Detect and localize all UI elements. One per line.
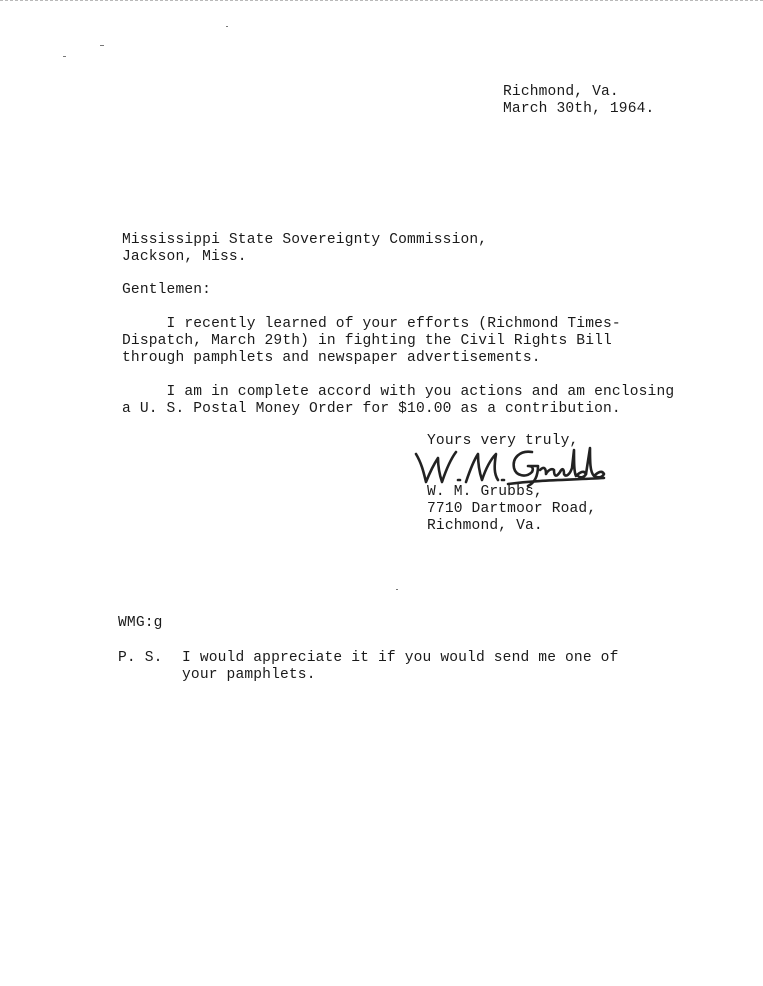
postscript-line-1: I would appreciate it if you would send me one of	[182, 650, 619, 666]
body-paragraph-1-line-3: through pamphlets and newspaper advertisements.	[122, 350, 541, 366]
postscript-label: P. S.	[118, 650, 163, 666]
scan-speck	[396, 589, 398, 590]
page-top-edge	[0, 0, 763, 1]
scan-speck	[226, 26, 228, 27]
salutation: Gentlemen:	[122, 282, 212, 298]
scan-speck	[63, 56, 66, 57]
letter-place: Richmond, Va.	[503, 84, 619, 100]
letter-date: March 30th, 1964.	[503, 101, 655, 117]
recipient-city: Jackson, Miss.	[122, 249, 247, 265]
scan-speck	[100, 45, 104, 46]
recipient-organization: Mississippi State Sovereignty Commission,	[122, 232, 488, 248]
signer-name: W. M. Grubbs,	[427, 484, 543, 500]
postscript-line-2: your pamphlets.	[182, 667, 316, 683]
body-paragraph-2-line-1: I am in complete accord with you actions and am enclosing	[122, 384, 675, 400]
reference-initials: WMG:g	[118, 615, 163, 631]
valediction: Yours very truly,	[427, 433, 579, 449]
body-paragraph-2-line-2: a U. S. Postal Money Order for $10.00 as a contribution.	[122, 401, 621, 417]
signer-address-street: 7710 Dartmoor Road,	[427, 501, 597, 517]
body-paragraph-1-line-1: I recently learned of your efforts (Richmond Times-	[122, 316, 621, 332]
body-paragraph-1-line-2: Dispatch, March 29th) in fighting the Civil Rights Bill	[122, 333, 612, 349]
signer-address-city: Richmond, Va.	[427, 518, 543, 534]
handwritten-signature	[408, 440, 608, 488]
